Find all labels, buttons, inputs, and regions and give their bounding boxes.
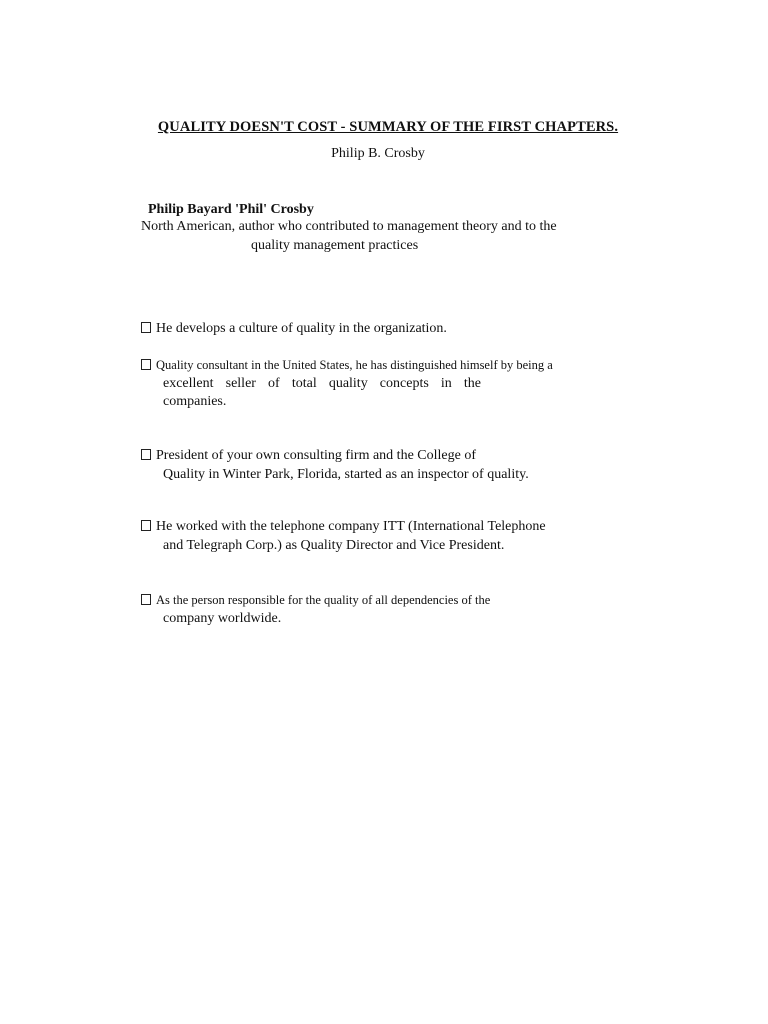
square-bullet-icon [141, 520, 151, 531]
bullet-text: He worked with the telephone company ITT (International Telephone [156, 519, 546, 534]
bullet-item [141, 320, 603, 339]
square-bullet-icon [141, 359, 151, 370]
bio-name: Philip Bayard 'Phil' Crosby [148, 202, 314, 217]
document-author: Philip B. Crosby [331, 146, 425, 161]
bio-description-line-2: quality management practices [251, 238, 419, 253]
square-bullet-icon [141, 322, 151, 333]
document-title: QUALITY DOESN'T COST - SUMMARY OF THE FIRST CHAPTERS. [157, 119, 619, 135]
bullet-item [141, 518, 603, 555]
bullet-item [141, 356, 553, 412]
bio-description-line-1: North American, author who contributed to management theory and to the [141, 219, 557, 234]
bullet-text: He develops a culture of quality in the organization. [156, 321, 447, 336]
bullet-continuation: Quality in Winter Park, Florida, started as an inspector of quality. [163, 466, 529, 482]
square-bullet-icon [141, 449, 151, 460]
bullet-text: As the person responsible for the quality of all dependencies of the [156, 593, 491, 607]
bullet-continuation: and Telegraph Corp.) as Quality Director and Vice President. [163, 537, 505, 553]
bullet-text: President of your own consulting firm and the College of [156, 448, 476, 463]
square-bullet-icon [141, 594, 151, 605]
bullet-item [141, 447, 567, 484]
bullet-continuation: excellent seller of total quality concepts in the companies. [163, 375, 481, 409]
bullet-item [141, 591, 603, 628]
bullet-continuation: company worldwide. [163, 610, 282, 626]
bullet-text: Quality consultant in the United States, he has distinguished himself by being a [156, 358, 553, 372]
